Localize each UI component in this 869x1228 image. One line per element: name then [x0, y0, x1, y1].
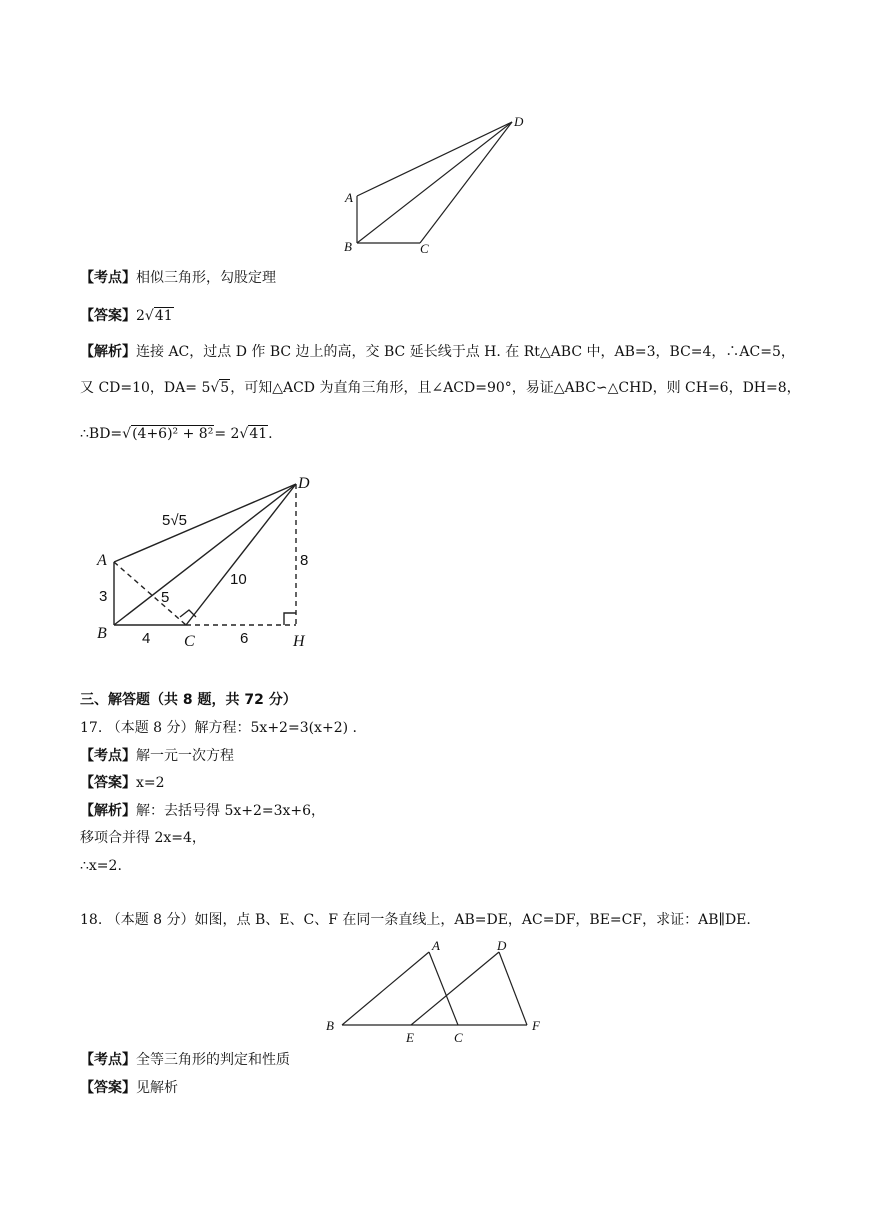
fig2-length-ac: 5	[161, 589, 170, 606]
p18-question: 18. （本题 8 分）如图，点 B、E、C、F 在同一条直线上，AB=DE，AC=DF，BE=CF，求证：AB∥DE.	[80, 912, 751, 928]
fig2-length-ch: 6	[240, 630, 249, 647]
p16-line2-radicand: 5	[220, 380, 230, 396]
p18-answer-text: 见解析	[136, 1080, 178, 1096]
fig3-label-f: F	[532, 1018, 540, 1033]
section3-heading: 三、解答题（共 8 题，共 72 分）	[80, 692, 297, 708]
p16-jiexi-text1: 连接 AC，过点 D 作 BC 边上的高，交 BC 延长线于点 H. 在 Rt△ABC 中，AB=3，BC=4，∴AC=5，	[136, 344, 795, 360]
fig1-label-a: A	[345, 190, 353, 205]
p17-answer	[80, 773, 165, 793]
p18-answer	[80, 1078, 178, 1098]
p17-answer-tag: 【答案】	[80, 775, 136, 791]
p17-kaodian	[80, 746, 234, 766]
figure-right-triangle-construction	[114, 484, 296, 625]
fig1-label-b: B	[344, 239, 352, 254]
fig2-length-dh: 8	[300, 552, 309, 569]
p18-kaodian-text: 全等三角形的判定和性质	[136, 1052, 290, 1068]
p16-jiexi-line3: ∴BD=√(4+6)² + 8²= 2√41.	[80, 426, 273, 442]
fig2-length-cd: 10	[230, 571, 247, 588]
p16-answer-tag: 【答案】	[80, 308, 136, 324]
figure-two-triangles	[342, 952, 527, 1025]
fig3-label-a: A	[432, 938, 440, 953]
fig2-label-a: A	[97, 552, 107, 569]
fig3-label-c: C	[454, 1030, 463, 1045]
fig3-label-b: B	[326, 1018, 334, 1033]
p17-answer-text: x=2	[136, 775, 165, 791]
p16-line2-b: ，可知△ACD 为直角三角形，且∠ACD=90°，易证△ABC∽△CHD，则 CH=6，DH=8，	[230, 380, 801, 396]
p17-question: 17. （本题 8 分）解方程：5x+2=3(x+2) .	[80, 720, 357, 736]
p16-jiexi-tag: 【解析】	[80, 344, 136, 360]
fig3-label-e: E	[406, 1030, 414, 1045]
p17-jiexi-text: 解：去括号得 5x+2=3x+6，	[136, 803, 326, 819]
fig2-length-ab: 3	[99, 588, 108, 605]
p18-answer-tag: 【答案】	[80, 1080, 136, 1096]
p17-step3: ∴x=2.	[80, 858, 122, 874]
p16-line3-radicand: (4+6)² + 8²	[132, 426, 214, 442]
fig2-label-b: B	[97, 625, 107, 642]
p18-kaodian-tag: 【考点】	[80, 1052, 136, 1068]
p16-kaodian-text: 相似三角形，勾股定理	[136, 270, 276, 286]
p16-kaodian-tag: 【考点】	[80, 270, 136, 286]
fig1-label-c: C	[420, 241, 429, 256]
fig2-length-bc: 4	[142, 630, 151, 647]
p16-kaodian	[80, 268, 276, 288]
p16-answer: 【答案】2√41	[80, 308, 173, 324]
p16-line3-radicand2: 41	[249, 426, 268, 442]
p17-step2: 移项合并得 2x=4，	[80, 830, 206, 846]
fig3-label-d: D	[497, 938, 507, 953]
p17-jiexi	[80, 801, 325, 821]
p16-line2-a: 又 CD=10，DA= 5	[80, 380, 211, 396]
fig2-length-ad: 5√5	[162, 512, 187, 529]
p16-jiexi-line1	[80, 342, 795, 362]
fig2-label-c: C	[184, 633, 195, 650]
p16-answer-radicand: 41	[154, 308, 173, 324]
fig1-label-d: D	[514, 114, 524, 129]
fig2-label-h: H	[293, 633, 305, 650]
p18-kaodian	[80, 1050, 290, 1070]
p16-jiexi-line2: 又 CD=10，DA= 5√5，可知△ACD 为直角三角形，且∠ACD=90°，易证△ABC∽△CHD，则 CH=6，DH=8，	[80, 380, 801, 396]
p16-answer-coef: 2	[136, 308, 145, 324]
p17-kaodian-text: 解一元一次方程	[136, 748, 234, 764]
p17-jiexi-tag: 【解析】	[80, 803, 136, 819]
p16-line3-end: .	[268, 426, 273, 442]
p16-line3-a: ∴BD=	[80, 426, 123, 442]
fig2-label-d: D	[298, 475, 310, 492]
p17-kaodian-tag: 【考点】	[80, 748, 136, 764]
p16-line3-b: = 2	[214, 426, 240, 442]
